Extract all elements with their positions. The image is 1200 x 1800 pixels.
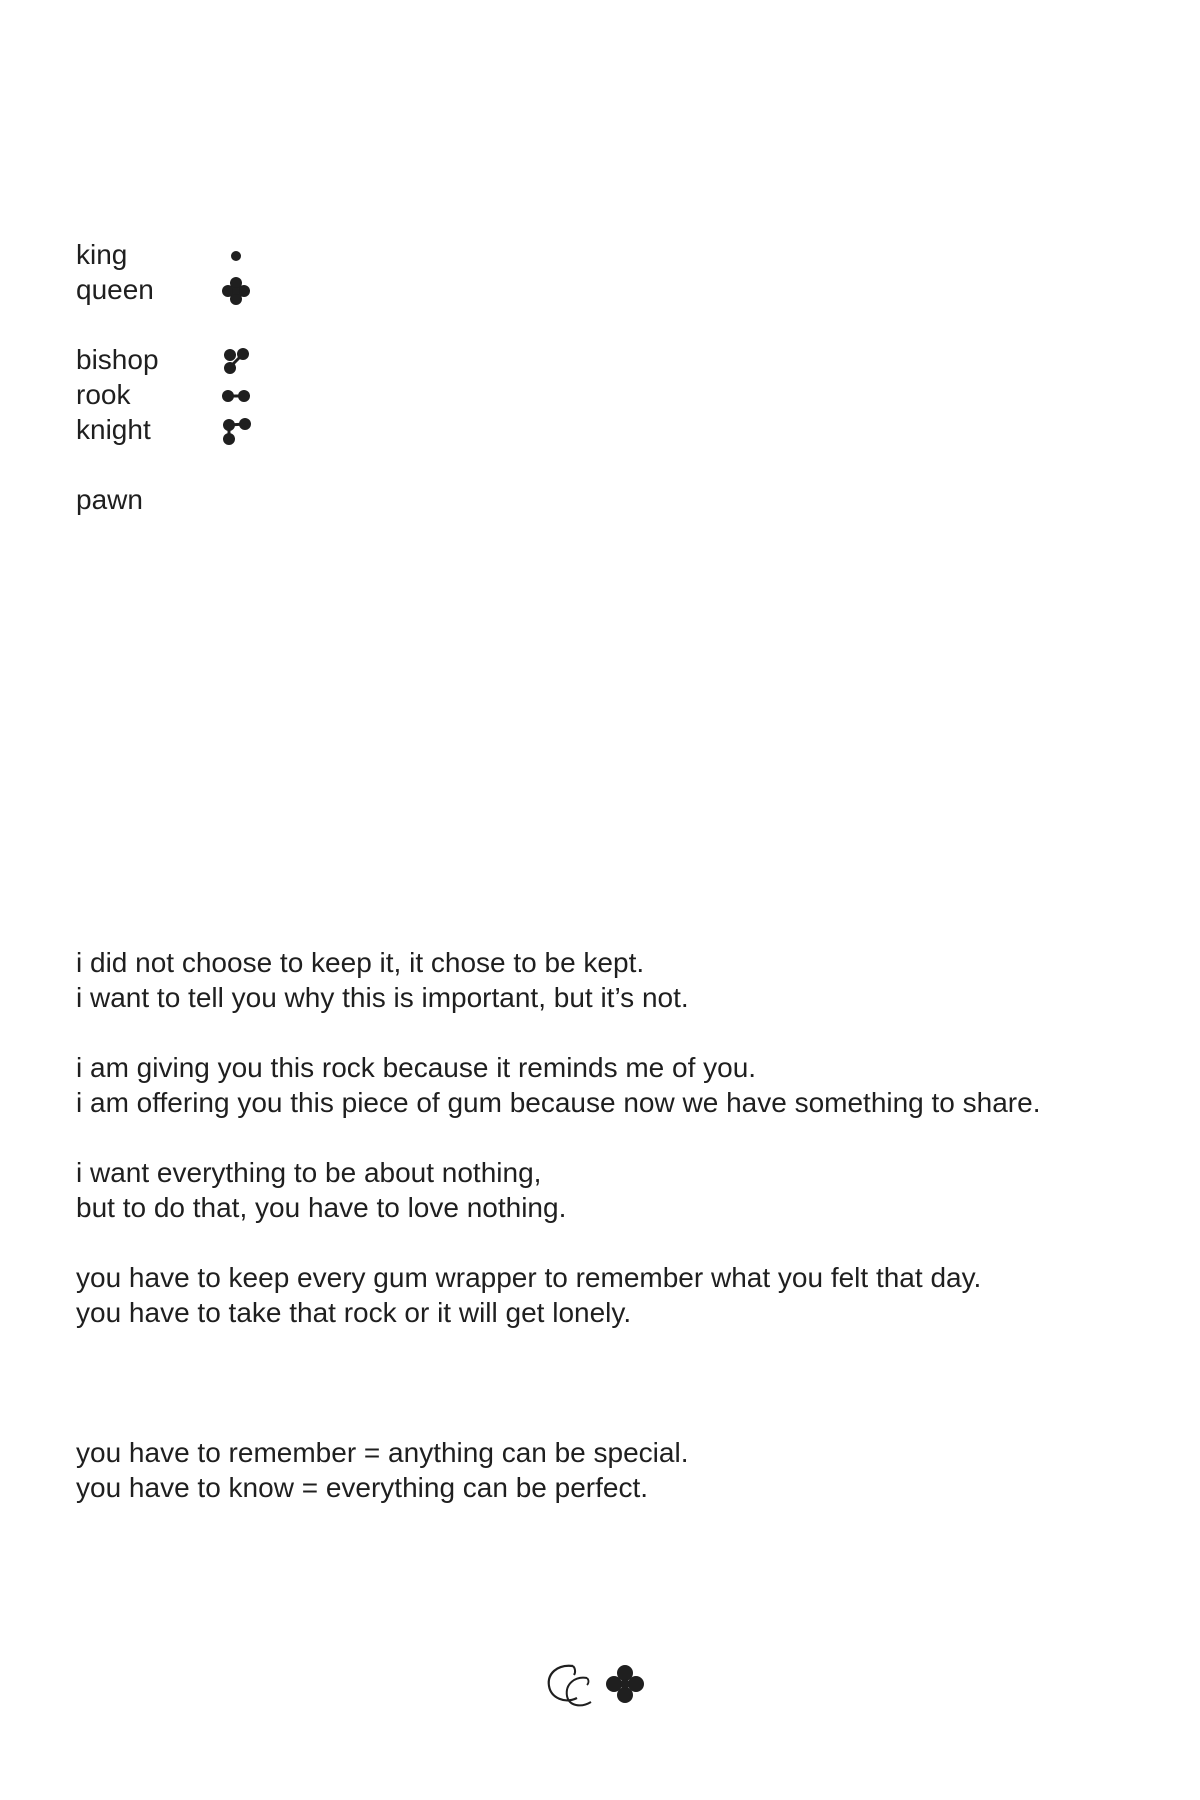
legend-row-queen xyxy=(76,275,316,305)
poem-line: i want everything to be about nothing, xyxy=(76,1157,542,1188)
poem-line: i am giving you this rock because it reminds me of you. xyxy=(76,1052,757,1083)
poem-line: you have to remember = anything can be special. xyxy=(76,1437,689,1468)
poem-line: i did not choose to keep it, it chose to be kept. xyxy=(76,947,645,978)
legend-label-knight: knight xyxy=(76,414,151,445)
clover-icon xyxy=(216,271,256,316)
legend-row-rook xyxy=(76,380,316,410)
poem-line: you have to keep every gum wrapper to remember what you felt that day. xyxy=(76,1262,982,1293)
clover-icon xyxy=(601,1660,649,1713)
poem-line: i want to tell you why this is important, but it’s not. xyxy=(76,982,689,1013)
poem-line: you have to take that rock or it will get lonely. xyxy=(76,1297,632,1328)
cc-monogram-icon xyxy=(543,1658,599,1723)
angle-dots-icon xyxy=(216,411,256,456)
poem-line: you have to know = everything can be perfect. xyxy=(76,1472,649,1503)
legend-row-pawn xyxy=(76,485,316,515)
legend-label-king: king xyxy=(76,239,128,270)
legend-label-bishop: bishop xyxy=(76,344,159,375)
legend-label-queen: queen xyxy=(76,274,154,305)
legend-row-king xyxy=(76,240,316,270)
legend-label-pawn: pawn xyxy=(76,484,143,515)
poem-line: but to do that, you have to love nothing. xyxy=(76,1192,567,1223)
poem-line: i am offering you this piece of gum because now we have something to share. xyxy=(76,1087,1041,1118)
legend-row-knight xyxy=(76,415,316,445)
legend-label-rook: rook xyxy=(76,379,131,410)
legend-row-bishop xyxy=(76,345,316,375)
